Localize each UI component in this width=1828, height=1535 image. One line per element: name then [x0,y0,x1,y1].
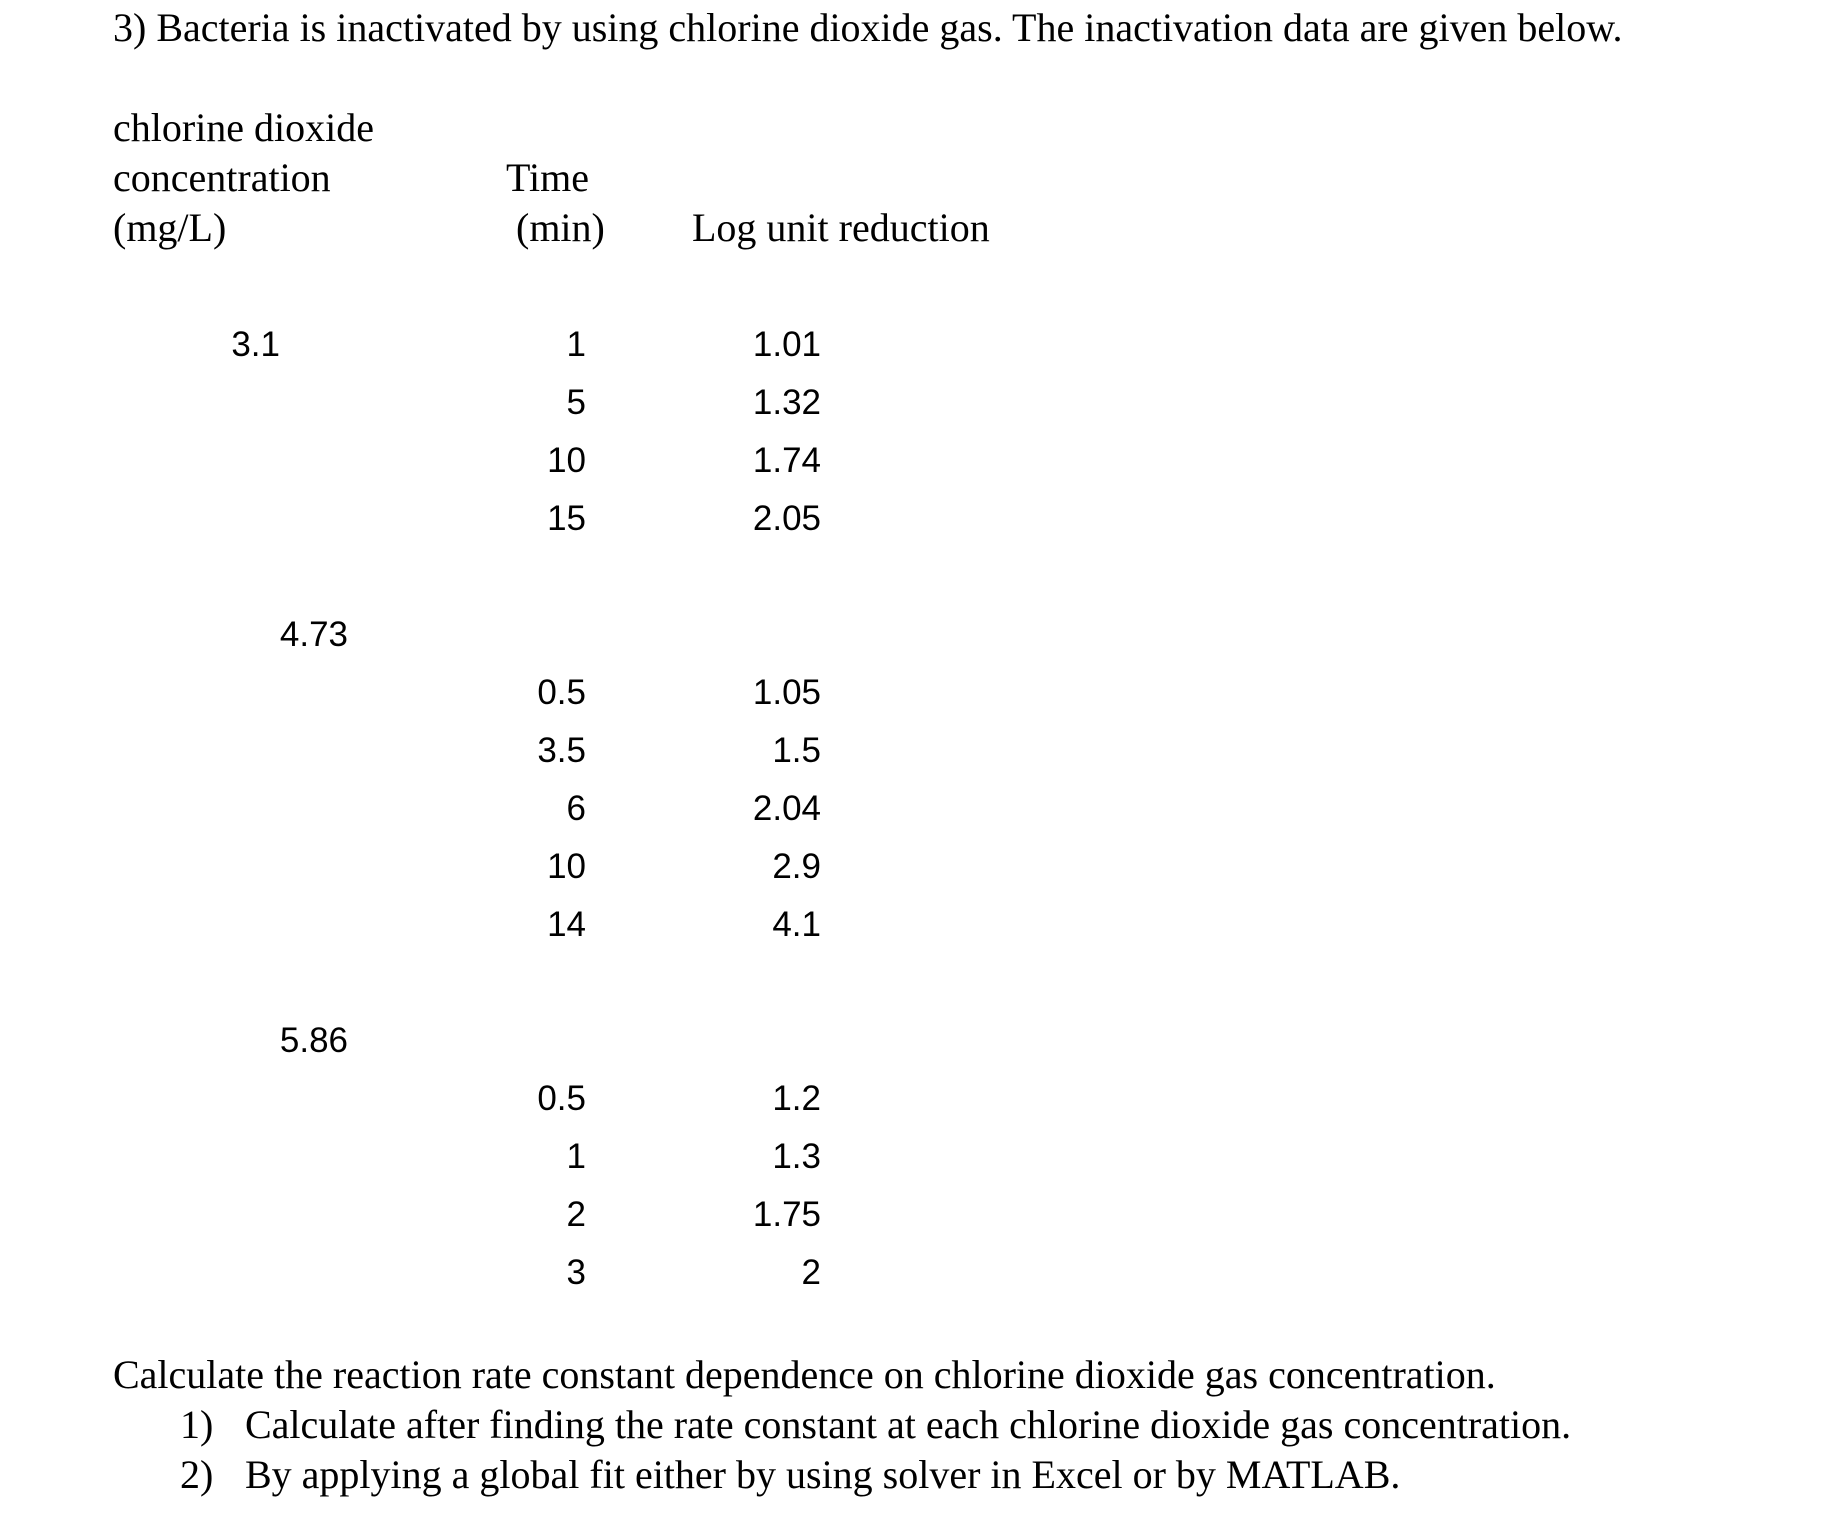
time-value: 15 [547,499,586,538]
concentration-value: 3.1 [231,325,280,364]
log-reduction-value: 2.9 [772,847,821,886]
question-1-number: 1) [180,1402,214,1447]
log-reduction-value: 1.2 [772,1079,821,1118]
time-value: 0.5 [537,673,586,712]
concentration-value: 4.73 [279,615,348,654]
header-log-reduction: Log unit reduction [692,205,990,250]
log-reduction-value: 2.04 [752,789,821,828]
time-value: 0.5 [537,1079,586,1118]
time-value: 10 [547,847,586,886]
question-1-text: Calculate after finding the rate constant at each chlorine dioxide gas concentration. [245,1402,1572,1447]
log-reduction-value: 1.75 [752,1195,821,1234]
problem-title: 3) Bacteria is inactivated by using chlorine dioxide gas. The inactivation data are given below. [113,5,1623,50]
header-concentration-line-1: chlorine dioxide [113,105,375,150]
time-value: 14 [547,905,586,944]
log-reduction-value: 1.32 [752,383,821,422]
log-reduction-value: 1.5 [772,731,821,770]
log-reduction-value: 4.1 [772,905,821,944]
concentration-value: 5.86 [279,1021,348,1060]
question-2-number: 2) [180,1452,214,1497]
log-reduction-value: 1.74 [752,441,821,480]
question-intro: Calculate the reaction rate constant dependence on chlorine dioxide gas concentration. [113,1352,1496,1397]
question-2-text: By applying a global fit either by using solver in Excel or by MATLAB. [245,1452,1401,1497]
log-reduction-value: 1.3 [772,1137,821,1176]
log-reduction-value: 2.05 [752,499,821,538]
time-value: 1 [566,1137,586,1176]
log-reduction-value: 1.01 [752,325,821,364]
time-value: 3.5 [537,731,586,770]
time-value: 10 [547,441,586,480]
time-value: 1 [566,325,586,364]
time-value: 2 [566,1195,586,1234]
log-reduction-value: 1.05 [752,673,821,712]
header-time-line-1: Time [506,155,590,200]
log-reduction-value: 2 [801,1253,821,1292]
time-value: 3 [566,1253,586,1292]
time-value: 6 [566,789,586,828]
header-concentration-line-2: concentration [113,155,331,200]
time-value: 5 [566,383,586,422]
header-concentration-line-3: (mg/L) [113,205,227,250]
header-time-line-2: (min) [516,205,605,250]
